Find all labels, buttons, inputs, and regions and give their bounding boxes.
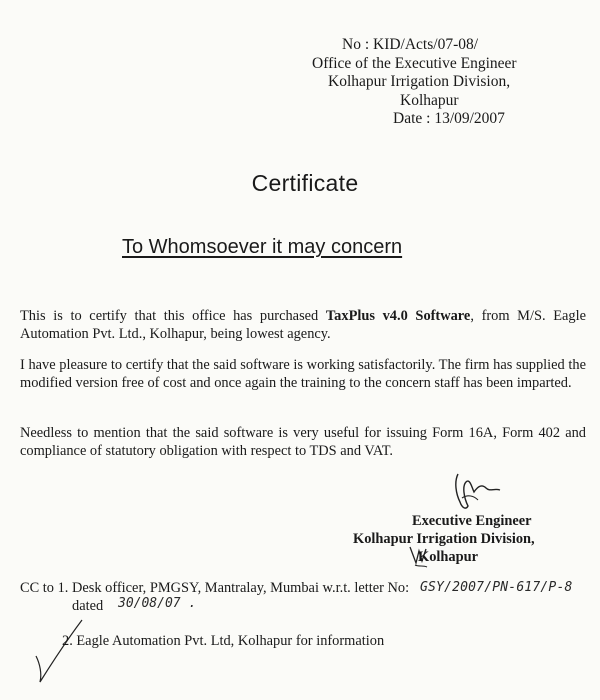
signature-scribble [448,468,508,514]
letterhead-block [312,36,517,129]
city-name: Kolhapur [400,91,459,109]
certificate-subtitle: To Whomsoever it may concern [122,236,403,258]
checkmark-icon [34,616,84,684]
reference-number: No : KID/Acts/07-08/ [342,36,479,53]
paragraph-satisfaction: I have pleasure to certify that the said software is working satisfactorily. The firm has supplied the modified version free of cost and once again the training to the concern staff has been imparted. [20,357,586,391]
handwritten-letter-date: 30/08/07 . [118,596,197,611]
certificate-title: Certificate [251,170,359,196]
paragraph-usefulness: Needless to mention that the said software is very useful for issuing Form 16A, Form 402 and compliance of statutory obligation with respect to TDS and VAT. [20,425,586,459]
cc-line-1: CC to 1. Desk officer, PMGSY, Mantralay, Mumbai w.r.t. letter No: [20,580,410,596]
dated-label: dated [72,598,104,614]
division-name: Kolhapur Irrigation Division, [328,73,511,90]
paragraph-purchase-lead: This is to certify that this office has purchased [20,308,326,324]
product-name: TaxPlus v4.0 Software [325,308,471,324]
signatory-title: Executive Engineer [412,513,532,529]
signatory-city: Kolhapur [418,549,478,565]
handwritten-letter-ref: GSY/2007/PN-617/P-8 [420,580,573,595]
office-name: Office of the Executive Engineer [312,54,517,72]
signatory-division: Kolhapur Irrigation Division, [353,531,535,547]
paragraph-purchase [20,307,586,343]
cc-line-2: 2. Eagle Automation Pvt. Ltd, Kolhapur for information [62,633,385,649]
issue-date: Date : 13/09/2007 [393,110,505,127]
paragraph-purchase-tail: , from M/S. Eagle Automation Pvt. Ltd., Kolhapur, being lowest agency. [20,308,586,342]
